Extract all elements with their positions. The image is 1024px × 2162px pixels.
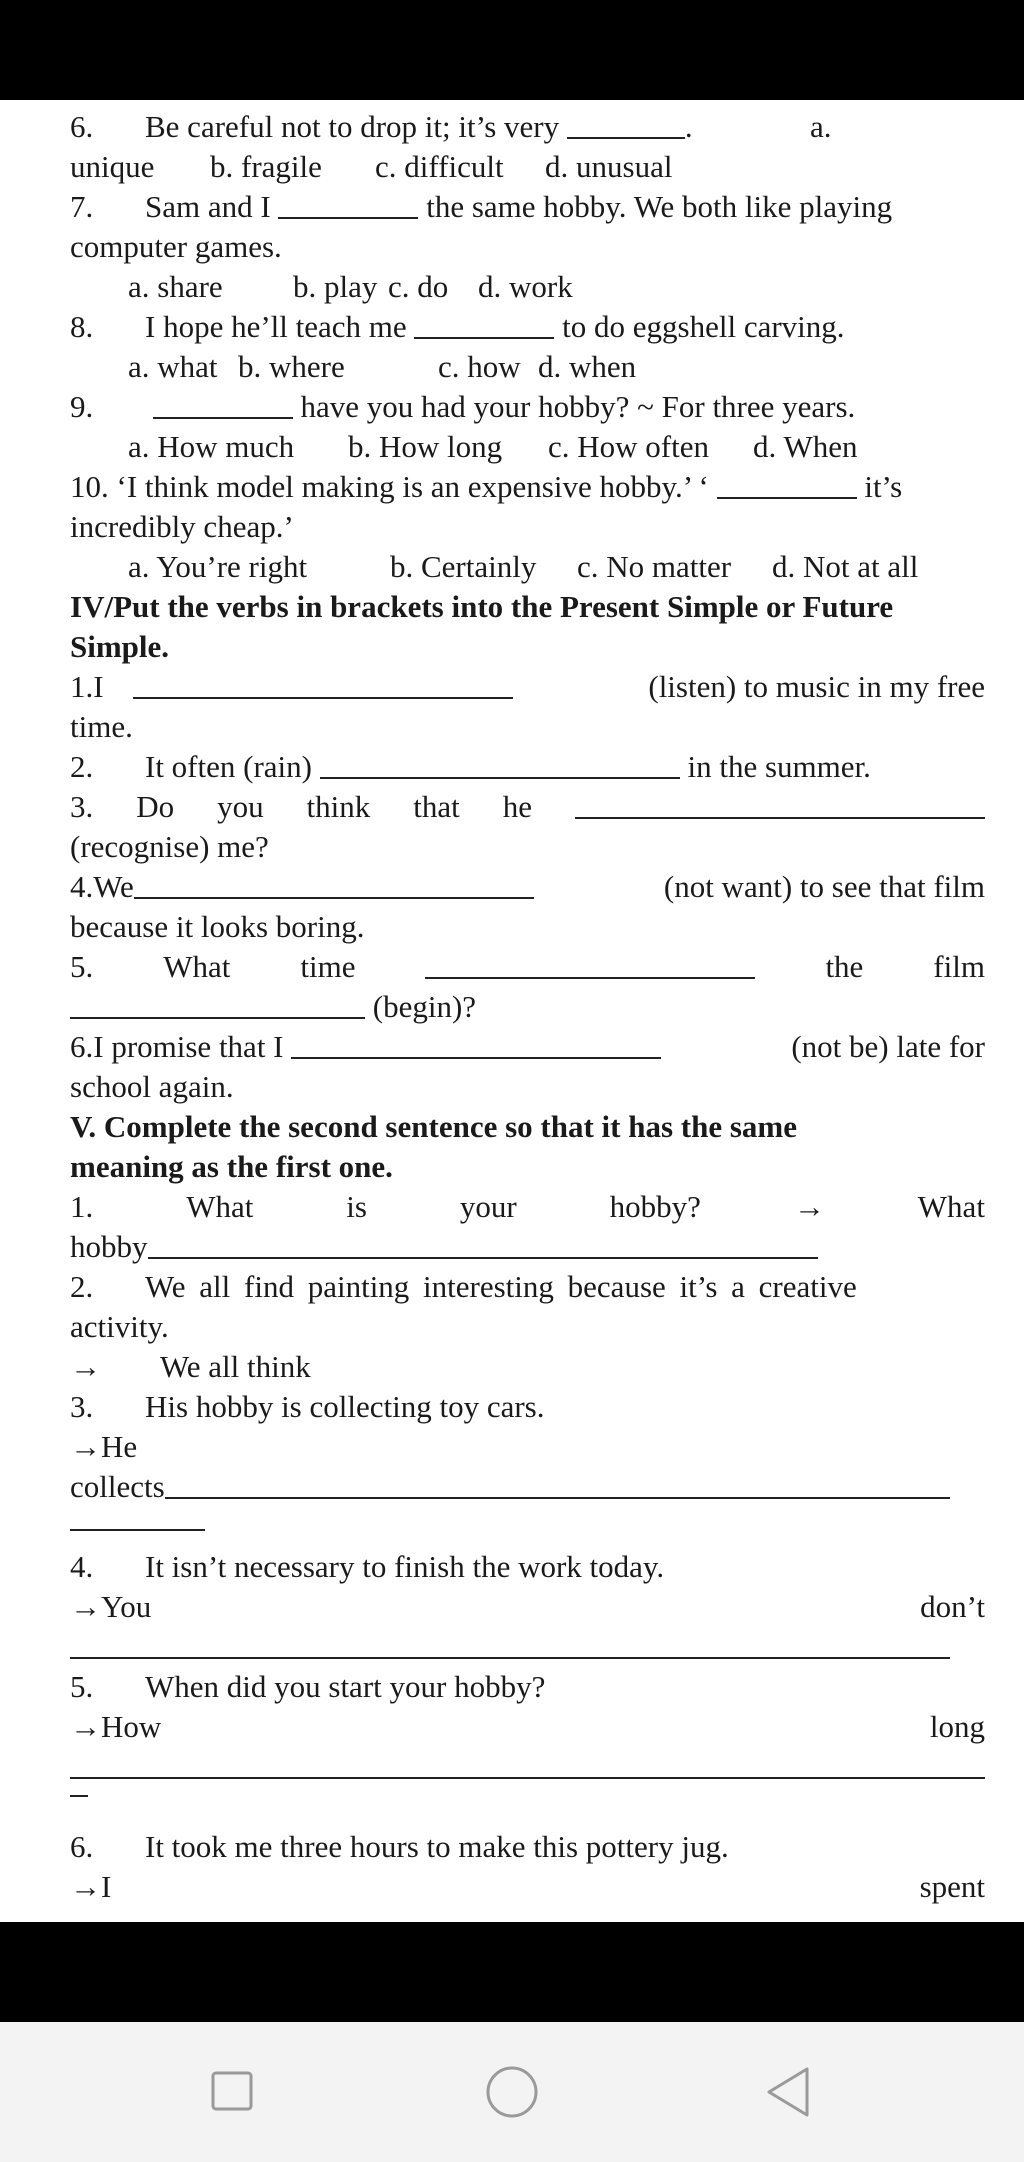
answer-blank[interactable] — [320, 747, 680, 779]
worksheet — [0, 100, 1024, 1922]
rewrite-item-5: 5. When did you start your hobby? — [70, 1669, 546, 1704]
verb-item-2: 2. It often (rain) in the summer. — [70, 749, 871, 784]
back-triangle-icon — [763, 2065, 813, 2119]
rewrite-item-4: 4. It isn’t necessary to finish the work today. — [70, 1549, 665, 1584]
answer-blank[interactable] — [148, 1227, 818, 1259]
rewrite-item-6: 6. It took me three hours to make this pottery jug. — [70, 1829, 729, 1864]
rewrite-item-4-answer: →You don’t — [70, 1589, 985, 1624]
answer-blank[interactable] — [134, 867, 534, 899]
back-button[interactable] — [758, 2062, 818, 2122]
answer-blank[interactable] — [165, 1467, 950, 1499]
circle-icon — [485, 2065, 539, 2119]
rewrite-item-6-answer: →I spent — [70, 1869, 985, 1904]
rewrite-item-3-arrow: →He — [70, 1429, 138, 1464]
rewrite-item-3-answer-cont — [70, 1507, 985, 1547]
arrow-icon: → — [70, 1589, 101, 1624]
square-icon — [210, 2070, 254, 2114]
answer-blank[interactable] — [153, 387, 293, 419]
verb-item-1: 1.I (listen) to music in my free — [70, 669, 985, 704]
answer-blank[interactable] — [425, 947, 755, 979]
arrow-icon: → — [793, 1189, 825, 1224]
answer-blank[interactable] — [717, 467, 857, 499]
answer-blank[interactable] — [414, 307, 554, 339]
mc-options-6: unique b. fragile c. difficult d. unusual — [70, 149, 673, 184]
rewrite-item-1: 1. What is your hobby? → What — [70, 1187, 985, 1227]
mc-options-7: a. share b. play c. do d. work — [128, 269, 573, 304]
answer-blank[interactable] — [575, 787, 985, 819]
mc-options-10: a. You’re right b. Certainly c. No matter d. Not at all — [128, 549, 919, 584]
mc-options-9: a. How much b. How long c. How often d. When — [128, 429, 858, 464]
rewrite-item-2-cont: activity. — [70, 1309, 169, 1344]
verb-item-4-cont: because it looks boring. — [70, 909, 365, 944]
answer-blank[interactable] — [278, 187, 418, 219]
rewrite-item-5-answer: →How long — [70, 1709, 985, 1744]
verb-item-5-cont: (begin)? — [70, 987, 985, 1027]
recent-apps-button[interactable] — [202, 2062, 262, 2122]
mc-question-10-cont: incredibly cheap.’ — [70, 509, 294, 544]
rewrite-item-1-cont: hobby — [70, 1227, 985, 1267]
verb-item-6: 6.I promise that I (not be) late for — [70, 1029, 985, 1064]
answer-blank[interactable] — [567, 107, 685, 139]
answer-blank[interactable] — [70, 1627, 950, 1659]
home-button[interactable] — [482, 2062, 542, 2122]
rewrite-item-5-answer-cont — [70, 1747, 985, 1787]
mc-question-7: 7. Sam and I the same hobby. We both like playing — [70, 189, 893, 224]
answer-blank[interactable] — [133, 667, 513, 699]
verb-item-3: 3. Do you think that he — [70, 787, 985, 827]
section-4-heading-cont: Simple. — [70, 629, 170, 664]
rewrite-item-2: 2. We all find painting interesting because it’s a creative — [70, 1269, 857, 1304]
answer-blank[interactable] — [70, 1747, 985, 1779]
mc-question-6: 6. Be careful not to drop it; it’s very . a. — [70, 109, 832, 144]
verb-item-1-cont: time. — [70, 709, 133, 744]
section-5-heading: V. Complete the second sentence so that it has the same — [70, 1109, 798, 1144]
verb-item-6-cont: school again. — [70, 1069, 234, 1104]
mc-options-8: a. what b. where c. how d. when — [128, 349, 637, 384]
rewrite-item-4-answer-cont — [70, 1627, 985, 1667]
status-bar-area — [0, 0, 1024, 100]
mc-question-8: 8. I hope he’ll teach me to do eggshell carving. — [70, 309, 845, 344]
mc-question-9: 9. have you had your hobby? ~ For three years. — [70, 389, 856, 424]
rewrite-item-5-answer-cont2 — [70, 1787, 985, 1827]
answer-blank[interactable] — [70, 1787, 88, 1797]
verb-item-5: 5. What time the film — [70, 949, 985, 984]
answer-blank[interactable] — [291, 1027, 661, 1059]
verb-item-3-cont: (recognise) me? — [70, 829, 269, 864]
answer-blank[interactable] — [70, 1507, 205, 1531]
bottom-black-area — [0, 1922, 1024, 2022]
rewrite-item-3: 3. His hobby is collecting toy cars. — [70, 1389, 545, 1424]
arrow-icon: → — [70, 1349, 101, 1384]
mc-question-10: 10. ‘I think model making is an expensive hobby.’ ‘ it’s — [70, 469, 903, 504]
answer-blank[interactable] — [70, 987, 365, 1019]
verb-item-4: 4.We (not want) to see that film — [70, 869, 985, 904]
rewrite-item-2-answer: → We all think — [70, 1347, 985, 1387]
section-5-heading-cont: meaning as the first one. — [70, 1149, 393, 1184]
section-4-heading: IV/Put the verbs in brackets into the Present Simple or Future — [70, 589, 894, 624]
mc-question-7-cont: computer games. — [70, 229, 282, 264]
rewrite-item-3-answer: collects — [70, 1467, 985, 1507]
